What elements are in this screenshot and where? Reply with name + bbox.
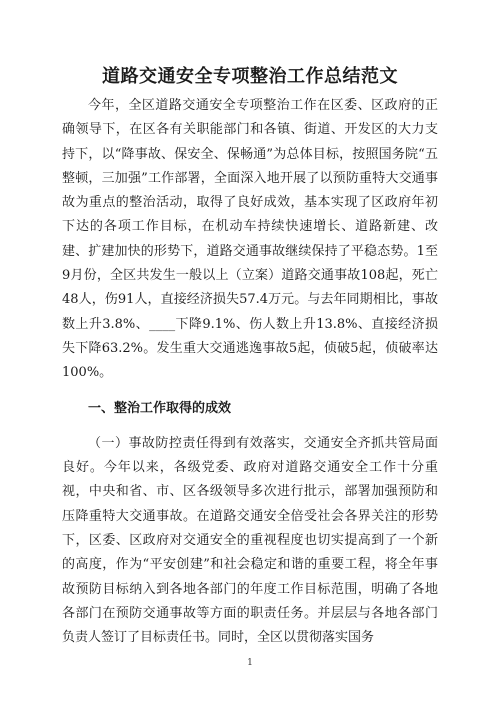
section-heading: 一、整治工作取得的成效 (88, 400, 232, 416)
intro-paragraph: 今年，全区道路交通安全专项整治工作在区委、区政府的正确领导下，在区各有关职能部门和各镇、街道、开发区的大力支持下，以“降事故、保安全、保畅通”为总体目标，按照国务院“五整顿，三加强”工作部署，全面深入地开展了以预防重特大交通事故为重点的整治活动，取得了良好成效，基本实现了区政府年初下达的各项工作目标，在机动车持续快速增长、道路新建、改建、扩建加快的形势下，道路交通事故继续保持了平稳态势。1至9月份，全区共发生一般以上（立案）道路交通事故108起，死亡48人，伤91人，直接经济损失57.4万元。与去年同期相比，事故数上升3.8%、____下降9.1%、伤人数上升13.8%、直接经济损失下降63.2%。发生重大交通逃逸事故5起，侦破5起，侦破率达100%。 (62, 98, 438, 381)
section-paragraph: （一）事故防控责任得到有效落实，交通安全齐抓共管局面良好。今年以来，各级党委、政府对道路交通安全工作十分重视，中央和省、市、区各级领导多次进行批示，部署加强预防和压降重特大交通事故。在道路交通安全倍受社会各界关注的形势下，区委、区政府对交通安全的重视程度也切实提高到了一个新的高度，作为“平安创建”和社会稳定和谐的重要工程，将全年事故预防目标纳入到各地各部门的年度工作目标范围，明确了各地各部门在预防交通事故等方面的职责任务。并层层与各地各部门负责人签订了目标责任书。同时，全区以贯彻落实国务 (62, 435, 438, 646)
page-number: 1 (247, 658, 253, 668)
document-title: 道路交通安全专项整治工作总结范文 (102, 66, 398, 87)
document-body (62, 94, 438, 651)
